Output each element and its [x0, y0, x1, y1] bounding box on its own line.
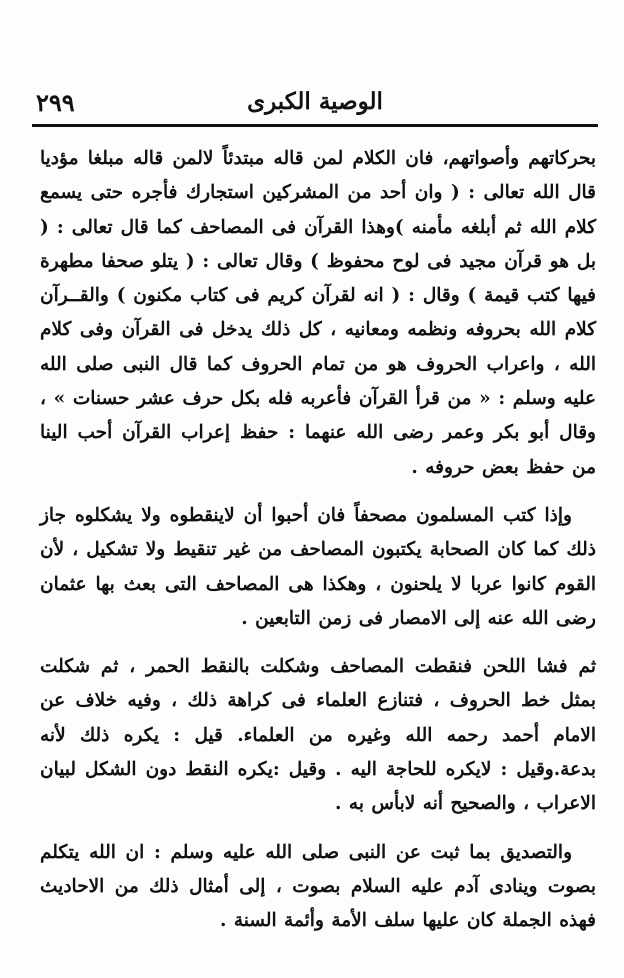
header-rule [32, 124, 598, 127]
running-title: الوصية الكبرى [247, 88, 383, 115]
page-number: ٢٩٩ [36, 88, 75, 117]
paragraph-1: بحركاتهم وأصواتهم، فان الكلام لمن قاله مبتدئاً لالمن قاله مبلغا مؤديا قال الله تعالى : ( وان أحد من المشركين استجارك فأجره حتى يسمع كلام الله ثم أبلغه مأمنه )وهذا القرآن فى المصاحف كما قال تعالى : ( بل هو قرآن مجيد فى لوح محفوظ ) وقال تعالى : ( يتلو صحفا مطهرة فيها كتب قيمة ) وقال : ( انه لقرآن كريم فى كتاب مكنون ) والقــرآن كلام الله بحروفه ونظمه ومعانيه ، كل ذلك يدخل فى القرآن وفى كلام الله ، واعراب الحروف هو من تمام الحروف كما قال النبى صلى الله عليه وسلم : « من قرأ القرآن فأعربه فله بكل حرف عشر حسنات » ، وقال أبو بكر وعمر رضى الله عنهما : حفظ إعراب القرآن أحب الينا من حفظ بعض حروفه . [40, 148, 596, 478]
paragraph-3: ثم فشا اللحن فنقطت المصاحف وشكلت بالنقط الحمر ، ثم شكلت بمثل خط الحروف ، فتنازع العلماء فى كراهة ذلك ، وفيه خلاف عن الامام أحمد رحمه الله وغيره من العلماء. قيل : يكره ذلك لأنه بدعة.وقيل : لايكره للحاجة اليه . وقيل :يكره النقط دون الشكل لبيان الاعراب ، والصحيح أنه لابأس به . [40, 656, 596, 815]
page-header [32, 86, 598, 120]
paragraph-2: وإذا كتب المسلمون مصحفاً فان أحبوا أن لاينقطوه ولا يشكلوه جاز ذلك كما كان الصحابة يكتبون المصاحف من غير تنقيط ولا تشكيل ، لأن القوم كانوا عربا لا يلحنون ، وهكذا هى المصاحف التى بعث بها عثمان رضى الله عنه إلى الامصار فى زمن التابعين . [40, 504, 596, 629]
page-body [40, 142, 596, 939]
paragraph-4: والتصديق بما ثبت عن النبى صلى الله عليه وسلم : ان الله يتكلم بصوت وينادى آدم عليه السلام بصوت ، إلى أمثال ذلك من الاحاديث فهذه الجملة كان عليها سلف الأمة وأئمة السنة . [40, 841, 596, 932]
